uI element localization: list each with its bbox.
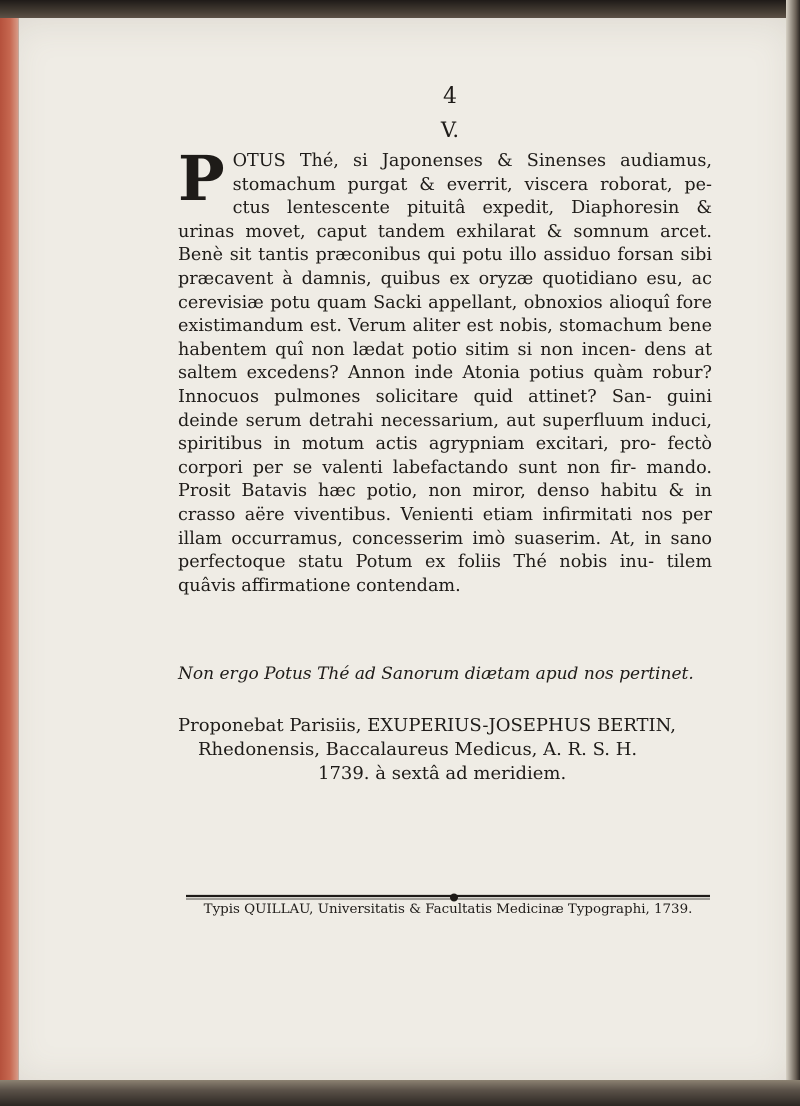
paragraph-line: dens at saltem excedens? Annon inde Atonia potius quàm bbox=[178, 339, 713, 384]
imprimatur-line-2: Rhedonensis, Baccalaureus Medicus, A. R. S. H. bbox=[198, 739, 638, 760]
paragraph-line: per illam occurramus, concesserim imò suaserim. At, bbox=[178, 504, 712, 549]
paragraph-line: mando. Prosit Batavis hæc potio, non miror, denso habitu bbox=[178, 457, 712, 502]
paragraph-line: ctus lentescente pituitâ expedit, Diaphoresin & urinas bbox=[178, 198, 712, 242]
paragraph-line: bene habentem quî non lædat potio sitim si non incen- bbox=[178, 316, 712, 360]
paragraph-line: cerevisiæ potu quam Sacki appellant, obnoxios alioquî bbox=[178, 292, 677, 313]
paragraph-line: fectò corpori per se valenti labefactando sunt non fir- bbox=[178, 434, 712, 478]
paragraph-line: induci, spiritibus in motum actis agrypniam excitari, pro- bbox=[178, 410, 712, 455]
printer-imprint: Typis QUILLAU, Universitatis & Facultatis Medicinæ Typographi, 1739. bbox=[203, 902, 693, 917]
section-number: V. bbox=[440, 118, 460, 142]
imprimatur-block bbox=[178, 714, 712, 786]
paragraph-line: tilem quâvis affirmatione contendam. bbox=[178, 552, 712, 596]
paragraph-line: fore existimandum est. Verum aliter est nobis, stomachum bbox=[178, 292, 712, 337]
ornamental-rule bbox=[186, 892, 710, 902]
imprimatur-line-3: 1739. à sextâ ad meridiem. bbox=[318, 763, 567, 784]
paragraph-line: in sano perfectoque statu Potum ex foliis Thé nobis inu- bbox=[178, 528, 713, 573]
imprimatur-line-1: Proponebat Parisiis, EXUPERIUS-JOSEPHUS BERTIN, bbox=[178, 715, 676, 736]
red-page-edge bbox=[0, 18, 19, 1086]
paragraph-line: sit tantis præconibus qui potu illo assiduo forsan sibi bbox=[229, 245, 712, 266]
paragraph-line: & in crasso aëre viventibus. Venienti etiam infirmitati nos bbox=[178, 481, 712, 525]
book-right-edge bbox=[786, 0, 800, 1106]
drop-cap: P bbox=[178, 142, 225, 215]
paragraph-line: robur? Innocuos pulmones solicitare quid attinet? San- bbox=[178, 363, 712, 407]
conclusion-statement: Non ergo Potus Thé ad Sanorum diætam apud nos pertinet. bbox=[178, 664, 694, 684]
paragraph-line: movet, caput tandem exhilarat & somnum arcet. Benè bbox=[178, 221, 712, 266]
paragraph-line: stomachum purgat & everrit, viscera roborat, pe- bbox=[232, 174, 712, 195]
paragraph-line: guini deinde serum detrahi necessarium, aut superfluum bbox=[178, 386, 712, 431]
paragraph-line: OTUS Thé, si Japonenses & Sinenses audiamus, bbox=[232, 151, 712, 171]
paragraph-line: præcavent à damnis, quibus ex oryzæ quotidiano esu, ac bbox=[178, 268, 712, 289]
main-paragraph bbox=[178, 142, 713, 598]
book-bottom-edge bbox=[0, 1080, 800, 1106]
page-number: 4 bbox=[443, 84, 457, 109]
